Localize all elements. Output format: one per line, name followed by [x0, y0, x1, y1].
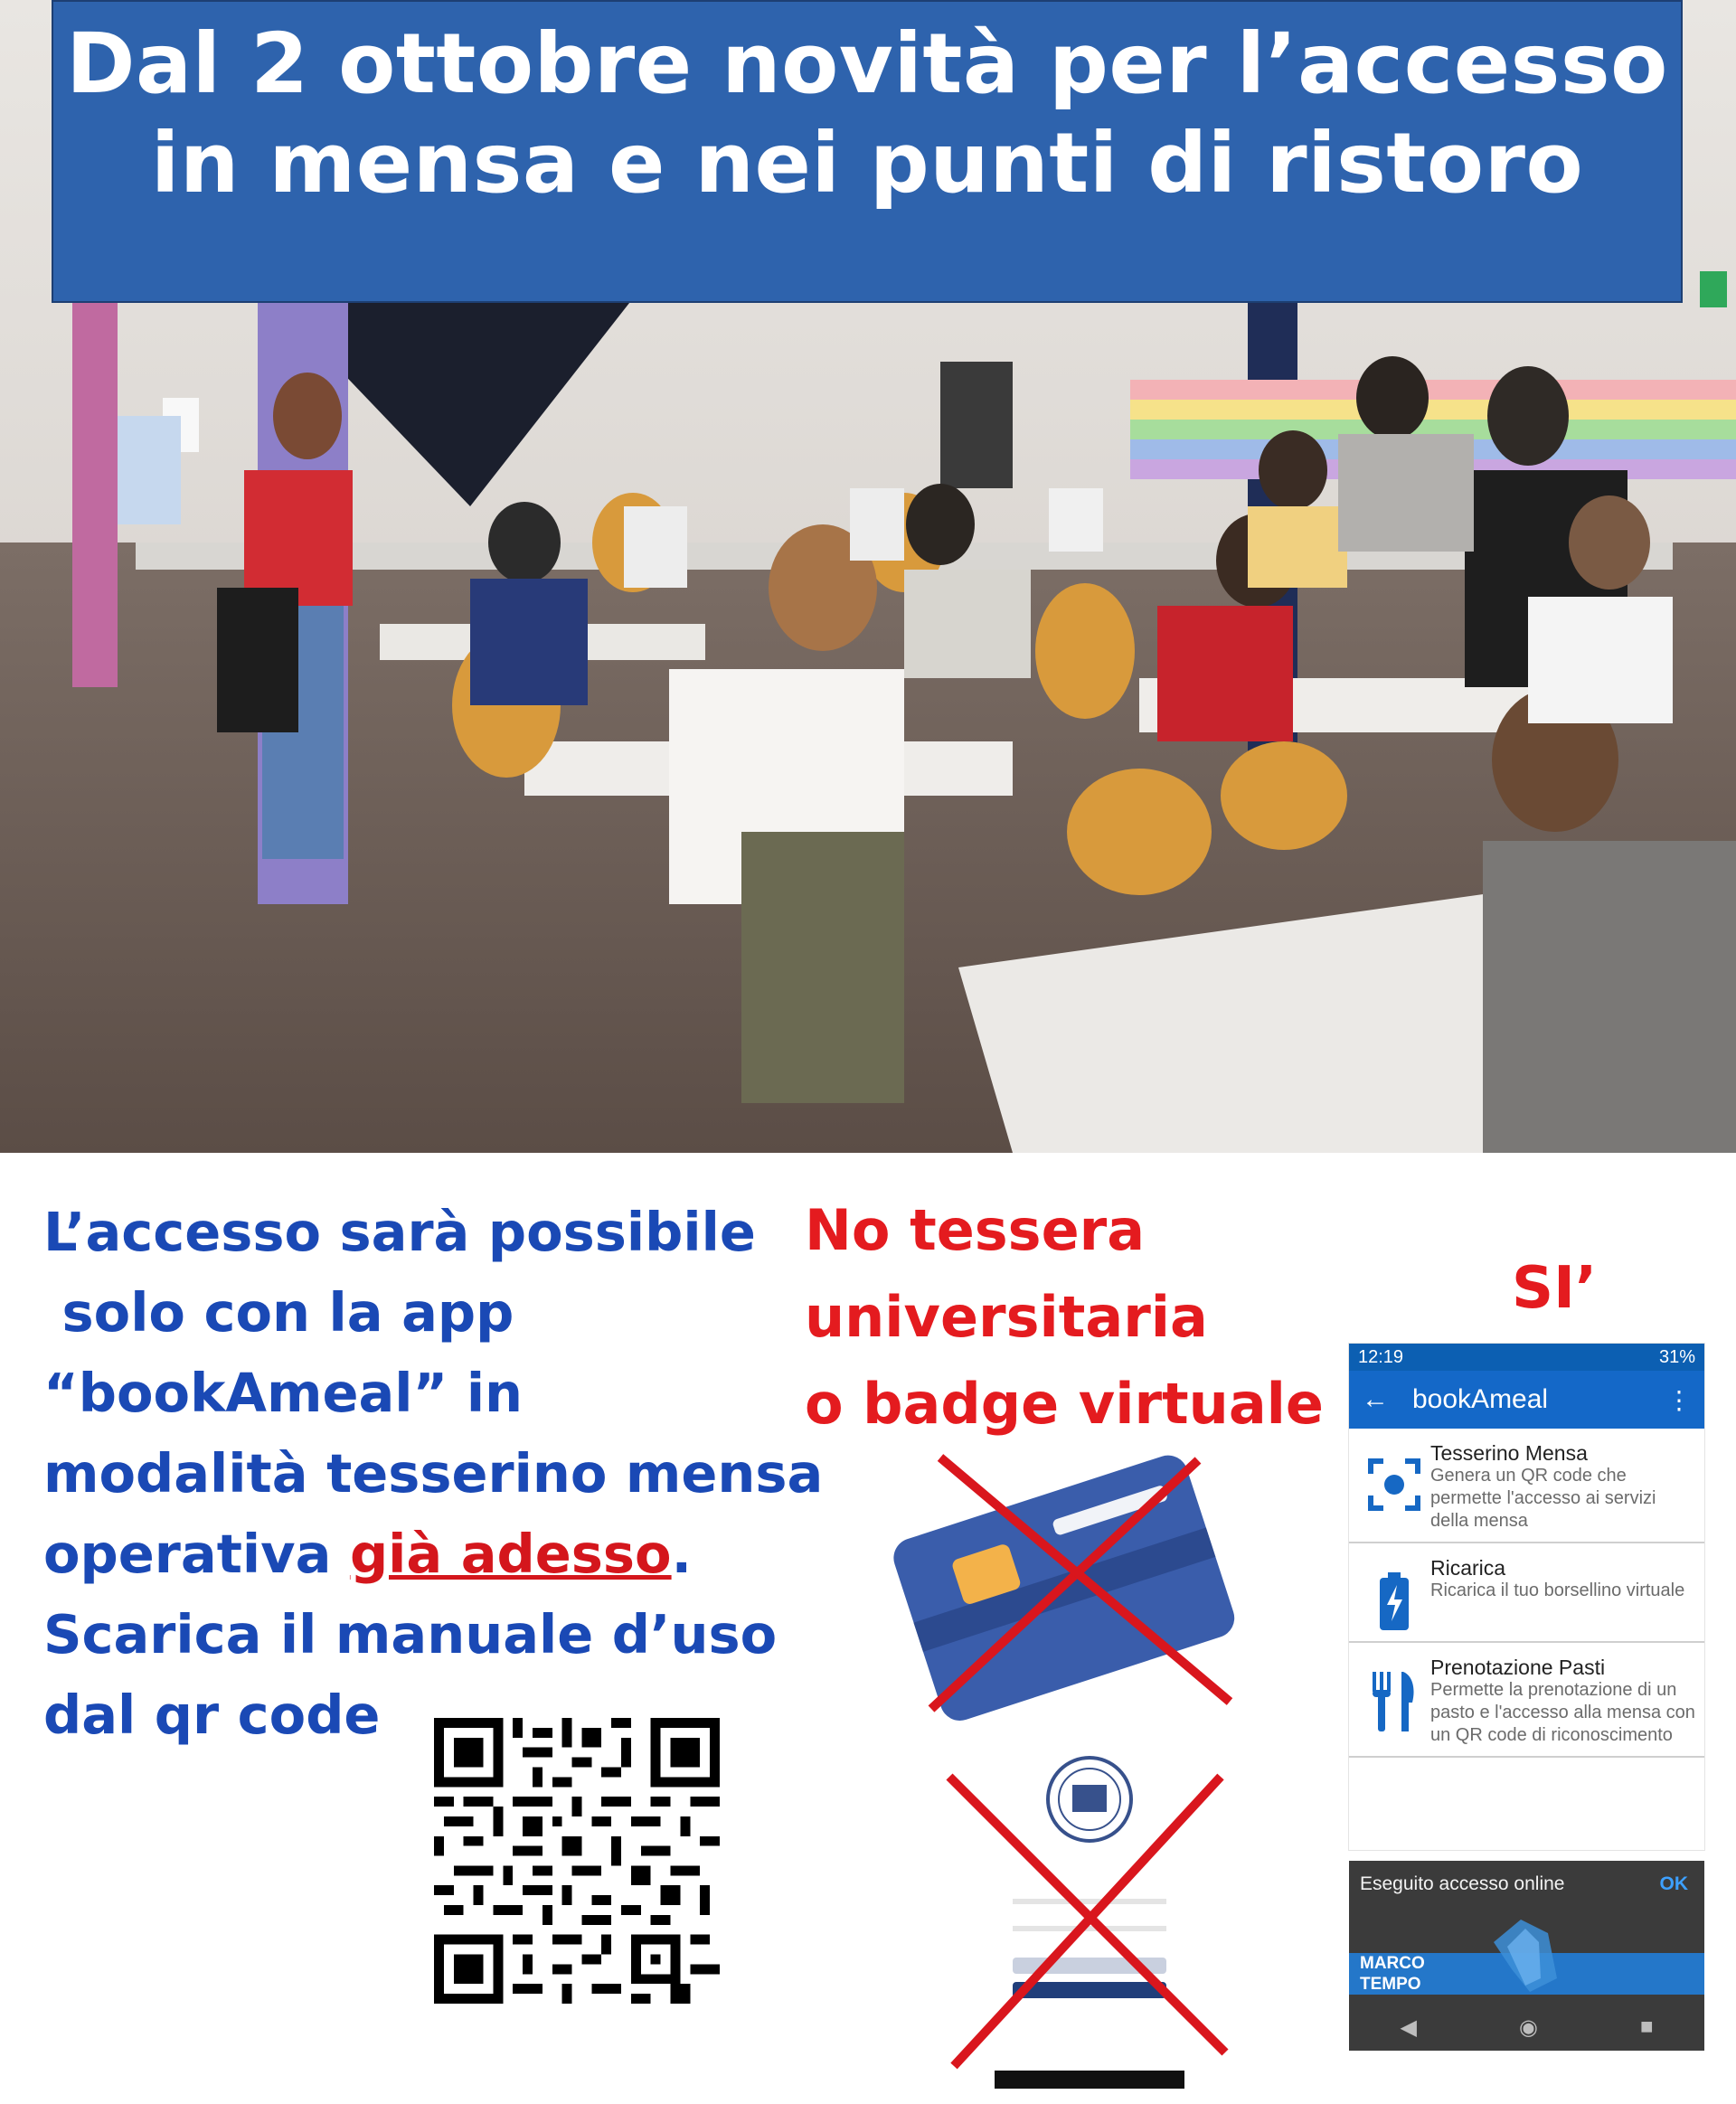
overflow-menu-icon[interactable]: ⋮: [1666, 1385, 1692, 1414]
crossed-card-icon: [891, 1438, 1243, 1727]
info-line-5-suffix: .: [671, 1523, 693, 1585]
nav-back-icon[interactable]: ◀: [1400, 2014, 1417, 2040]
headline-line-1: Dal 2 ottobre novità per l’accesso: [66, 15, 1668, 112]
user-last-name: TEMPO: [1360, 1975, 1421, 1994]
university-logo-icon: [1485, 1915, 1566, 1996]
info-line-3: “bookAmeal” in: [43, 1362, 524, 1424]
app-bar: [1349, 1371, 1704, 1429]
login-message: Eseguito accesso online: [1360, 1873, 1565, 1894]
menu-item-title: Tesserino Mensa: [1430, 1441, 1588, 1465]
menu-item-description: Genera un QR code che permette l'accesso ai servizi della mensa: [1430, 1466, 1656, 1531]
yes-label: SI’: [1512, 1255, 1598, 1322]
crossed-virtual-badge-icon: [940, 1745, 1239, 2089]
menu-item-tesserino-mensa[interactable]: [1349, 1429, 1704, 1543]
battery-charge-icon: [1358, 1556, 1430, 1632]
nav-home-icon[interactable]: ◉: [1518, 2014, 1538, 2040]
info-line-5: [43, 1514, 794, 1594]
no-line-1: No tessera: [805, 1197, 1146, 1263]
headline-line-2: in mensa e nei punti di ristoro: [150, 115, 1584, 212]
not-accepted-text: [805, 1187, 1324, 1448]
nav-recents-icon[interactable]: ■: [1639, 2014, 1654, 2039]
no-line-3: o badge virtuale: [805, 1371, 1324, 1437]
info-line-5-prefix: operativa: [43, 1523, 350, 1585]
no-line-2: universitaria: [805, 1284, 1208, 1350]
bookameal-app-screen: [1349, 1344, 1704, 1850]
ok-button[interactable]: OK: [1659, 1873, 1688, 1894]
access-info-text: [43, 1192, 824, 1755]
info-line-6: Scarica il manuale d’uso: [43, 1603, 778, 1665]
menu-item-title: Ricarica: [1430, 1556, 1506, 1580]
android-nav-bar: [1349, 2004, 1704, 2051]
headline-banner: [52, 0, 1683, 303]
user-first-name: MARCO: [1360, 1954, 1425, 1973]
user-name: [1360, 1953, 1425, 1995]
info-line-2: solo con la app: [43, 1281, 514, 1344]
menu-item-ricarica[interactable]: [1349, 1543, 1704, 1643]
info-highlight-now: già adesso: [349, 1523, 672, 1585]
app-title: bookAmeal: [1412, 1384, 1549, 1414]
menu-item-description: Permette la prenotazione di un pasto e l'accesso alla mensa con un QR code di riconoscimento: [1430, 1680, 1695, 1745]
status-battery: 31%: [1658, 1346, 1695, 1367]
status-time: 12:19: [1358, 1346, 1404, 1367]
manual-qr-code[interactable]: [434, 1718, 720, 2004]
menu-item-prenotazione-pasti[interactable]: [1349, 1643, 1704, 1758]
qr-scan-icon: [1358, 1441, 1430, 1533]
back-arrow-icon[interactable]: ←: [1362, 1384, 1389, 1414]
login-confirmation-panel: [1349, 1861, 1704, 2051]
info-line-1: L’accesso sarà possibile: [43, 1201, 756, 1263]
info-line-7: dal qr code: [43, 1684, 381, 1746]
phone-status-bar: [1349, 1344, 1704, 1371]
fork-knife-icon: [1358, 1656, 1430, 1747]
menu-item-description: Ricarica il tuo borsellino virtuale: [1430, 1580, 1685, 1600]
menu-item-title: Prenotazione Pasti: [1430, 1656, 1606, 1679]
info-line-4: modalità tesserino mensa: [43, 1442, 824, 1505]
